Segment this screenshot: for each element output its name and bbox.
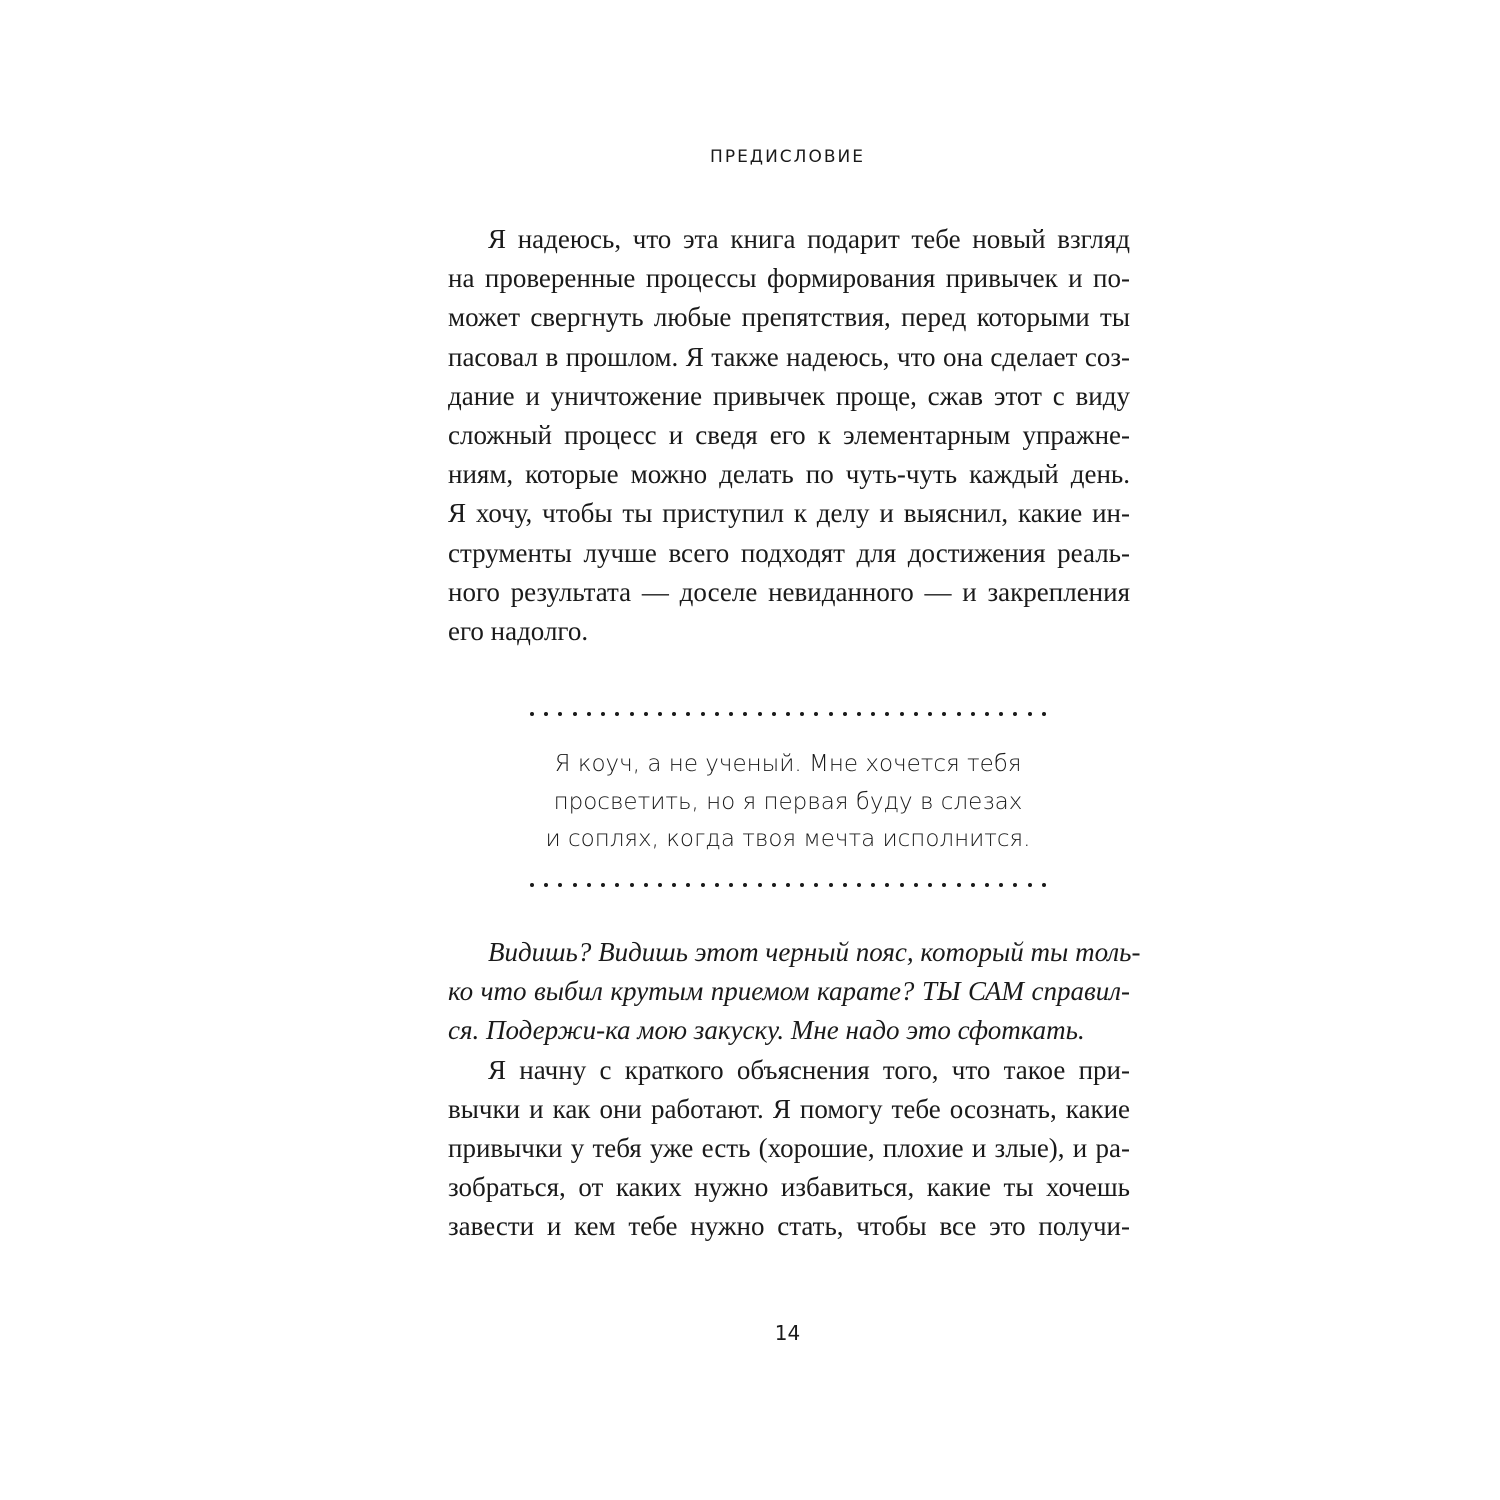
divider-dot: [885, 712, 889, 716]
quote-line: просветить, но я первая буду в слезах: [553, 788, 1023, 815]
divider-dot: [786, 883, 790, 887]
divider-dot: [971, 712, 975, 716]
text-line: пасовал в прошлом. Я также надеюсь, что она сделает соз-: [448, 341, 1130, 372]
divider-dot: [786, 712, 790, 716]
divider-dot: [900, 712, 904, 716]
text-line: может свергнуть любые препятствия, перед которыми ты: [448, 302, 1130, 333]
text-line: его надолго.: [448, 616, 589, 647]
divider-dot: [814, 883, 818, 887]
divider-dot: [530, 712, 534, 716]
divider-dot: [573, 712, 577, 716]
divider-dot: [701, 712, 705, 716]
divider-dot: [558, 883, 562, 887]
divider-dot: [630, 712, 634, 716]
divider-dot: [814, 712, 818, 716]
divider-dot: [658, 883, 662, 887]
divider-dot: [672, 883, 676, 887]
divider-dot: [843, 883, 847, 887]
divider-dot: [686, 712, 690, 716]
pull-quote: [530, 712, 1046, 891]
divider-dot: [658, 712, 662, 716]
divider-dot: [971, 883, 975, 887]
text-line: ся. Подержи-ка мою закуску. Мне надо это сфоткать.: [448, 1015, 1085, 1046]
text-line: сложный процесс и сведя его к элементарным упражне-: [448, 420, 1130, 451]
text-line: ниям, которые можно делать по чуть-чуть каждый день.: [448, 459, 1130, 490]
divider-dot: [985, 883, 989, 887]
divider-dot: [914, 712, 918, 716]
divider-dot: [871, 883, 875, 887]
divider-dot: [743, 883, 747, 887]
divider-dot: [587, 883, 591, 887]
divider-dot: [800, 712, 804, 716]
divider-dot: [686, 883, 690, 887]
divider-dot: [615, 712, 619, 716]
divider-dot: [1013, 883, 1017, 887]
divider-dot: [843, 712, 847, 716]
text-line: привычки у тебя уже есть (хорошие, плохие и злые), и ра-: [448, 1133, 1130, 1164]
divider-dot: [1028, 883, 1032, 887]
divider-dot: [800, 883, 804, 887]
text-line: на проверенные процессы формирования привычек и по-: [448, 263, 1130, 294]
divider-dot: [942, 883, 946, 887]
text-line: ного результата — доселе невиданного — и закрепления: [448, 576, 1130, 607]
divider-dot: [758, 883, 762, 887]
divider-dot: [644, 883, 648, 887]
divider-dot: [928, 883, 932, 887]
text-line: Видишь? Видишь этот черный пояс, который ты толь-: [488, 937, 1141, 967]
divider-dot: [544, 883, 548, 887]
divider-dot: [829, 883, 833, 887]
divider-dot: [900, 883, 904, 887]
paragraph-2-italic: [448, 933, 1141, 1247]
dotted-divider-bottom: [530, 883, 1046, 891]
quote-line: и соплях, когда твоя мечта исполнится.: [545, 826, 1031, 852]
quote-line: Я коуч, а не ученый. Мне хочется тебя: [554, 751, 1022, 777]
text-line: Я начну с краткого объяснения того, что такое при-: [488, 1054, 1130, 1085]
divider-dot: [857, 712, 861, 716]
text-line: зобраться, от каких нужно избавиться, какие ты хочешь: [448, 1172, 1130, 1203]
divider-dot: [942, 712, 946, 716]
divider-dot: [1013, 712, 1017, 716]
text-line: дание и уничтожение привычек проще, сжав этот с виду: [448, 380, 1130, 411]
divider-dot: [772, 883, 776, 887]
divider-dot: [729, 712, 733, 716]
page-number: 14: [774, 1321, 801, 1345]
divider-dot: [957, 883, 961, 887]
divider-dot: [957, 712, 961, 716]
divider-dot: [928, 712, 932, 716]
divider-dot: [715, 883, 719, 887]
divider-dot: [701, 883, 705, 887]
divider-dot: [772, 712, 776, 716]
divider-dot: [914, 883, 918, 887]
divider-dot: [544, 712, 548, 716]
divider-dot: [601, 712, 605, 716]
divider-dot: [644, 712, 648, 716]
divider-dot: [999, 712, 1003, 716]
divider-dot: [885, 883, 889, 887]
divider-dot: [615, 883, 619, 887]
divider-dot: [1042, 712, 1046, 716]
text-line: ко что выбил крутым приемом карате? ТЫ САМ справил-: [448, 976, 1130, 1007]
divider-dot: [558, 712, 562, 716]
divider-dot: [630, 883, 634, 887]
divider-dot: [999, 883, 1003, 887]
dotted-divider-top: [530, 712, 1046, 720]
divider-dot: [871, 712, 875, 716]
text-line: вычки и как они работают. Я помогу тебе осознать, какие: [448, 1093, 1130, 1124]
running-head: ПРЕДИСЛОВИЕ: [710, 147, 865, 167]
pull-quote-text: [530, 746, 1046, 859]
divider-dot: [530, 883, 534, 887]
divider-dot: [715, 712, 719, 716]
divider-dot: [587, 712, 591, 716]
divider-dot: [743, 712, 747, 716]
divider-dot: [601, 883, 605, 887]
paragraph-1: [448, 220, 1130, 651]
text-line: завести и кем тебе нужно стать, чтобы все это получи-: [448, 1211, 1130, 1242]
text-line: струменты лучше всего подходят для достижения реаль-: [448, 537, 1130, 568]
divider-dot: [672, 712, 676, 716]
divider-dot: [1042, 883, 1046, 887]
text-line: Я хочу, чтобы ты приступил к делу и выяснил, какие ин-: [448, 498, 1130, 529]
divider-dot: [857, 883, 861, 887]
divider-dot: [1028, 712, 1032, 716]
divider-dot: [829, 712, 833, 716]
divider-dot: [758, 712, 762, 716]
divider-dot: [573, 883, 577, 887]
text-line: Я надеюсь, что эта книга подарит тебе новый взгляд: [488, 224, 1130, 254]
divider-dot: [985, 712, 989, 716]
divider-dot: [729, 883, 733, 887]
